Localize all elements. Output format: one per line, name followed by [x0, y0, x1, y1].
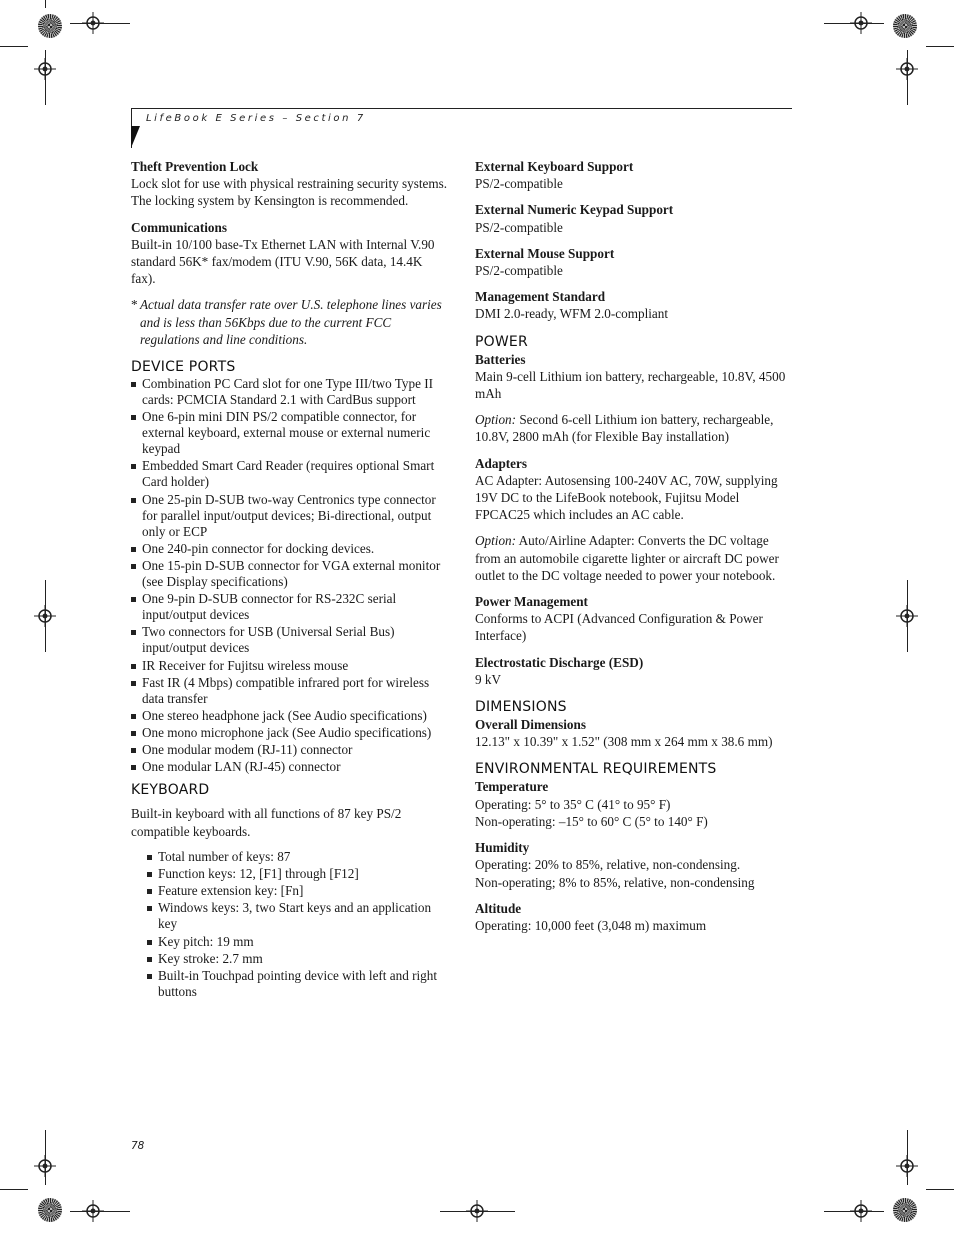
- list-item: One 15-pin D-SUB connector for VGA external monitor (see Display specifications): [131, 558, 449, 590]
- spec-text: Built-in 10/100 base-Tx Ethernet LAN with Internal V.90 standard 56K* fax/modem (ITU V.90, 56K data, 14.4K fax).: [131, 236, 435, 287]
- spec-adapter-option: [475, 532, 793, 584]
- list-item: Key pitch: 19 mm: [147, 934, 449, 950]
- keyboard-list: [147, 849, 449, 1000]
- list-item: Embedded Smart Card Reader (requires optional Smart Card holder): [131, 458, 449, 490]
- spec-humidity: [475, 839, 793, 891]
- spec-text: Main 9-cell Lithium ion battery, rechargeable, 10.8V, 4500 mAh: [475, 368, 786, 402]
- page-number: 78: [131, 1140, 145, 1152]
- spec-overall-dimensions: [475, 716, 793, 750]
- list-item: One 6-pin mini DIN PS/2 compatible connector, for external keyboard, external mouse or external numeric keypad: [131, 409, 449, 457]
- spec-adapters: [475, 455, 793, 524]
- list-item: Feature extension key: [Fn]: [147, 883, 449, 899]
- section-heading-keyboard: KEYBOARD: [131, 782, 210, 799]
- spec-batteries: [475, 351, 793, 403]
- spec-title: Management Standard: [475, 289, 606, 305]
- spec-text: Operating: 20% to 85%, relative, non-condensing.: [475, 857, 741, 873]
- spec-text: Non-operating: –15° to 60° C (5° to 140° F): [475, 813, 708, 829]
- spec-battery-option: [475, 411, 793, 445]
- spec-text: DMI 2.0-ready, WFM 2.0-compliant: [475, 306, 669, 322]
- spec-power-management: [475, 593, 793, 645]
- list-item: Combination PC Card slot for one Type III/two Type II cards: PCMCIA Standard 2.1 with CardBus support: [131, 376, 449, 408]
- list-item: One mono microphone jack (See Audio specifications): [131, 725, 449, 741]
- option-label: Option:: [475, 533, 517, 549]
- spec-esd: [475, 654, 793, 688]
- color-bar-swatch: [893, 14, 917, 38]
- spec-title: External Mouse Support: [475, 245, 615, 261]
- spec-text: Auto/Airline Adapter: Converts the DC voltage from an automobile cigarette lighter or aircraft DC power outlet to the DC voltage needed to power your notebook.: [475, 533, 779, 583]
- list-item: Function keys: 12, [F1] through [F12]: [147, 866, 449, 882]
- spec-text: Lock slot for use with physical restraining security systems. The locking system by Kensington is recommended.: [131, 176, 448, 209]
- right-column: [475, 158, 793, 943]
- spec-title: Batteries: [475, 351, 526, 367]
- spec-text: PS/2-compatible: [475, 219, 563, 235]
- list-item: Windows keys: 3, two Start keys and an application key: [147, 900, 449, 932]
- color-bar-swatch: [38, 1198, 62, 1222]
- list-item: One modular LAN (RJ-45) connector: [131, 759, 449, 775]
- spec-temperature: [475, 778, 793, 830]
- spec-title: External Keyboard Support: [475, 159, 634, 174]
- spec-text: 12.13" x 10.39" x 1.52" (308 mm x 264 mm x 38.6 mm): [475, 734, 773, 750]
- spec-text: Second 6-cell Lithium ion battery, rechargeable, 10.8V, 2800 mAh (for Flexible Bay installation): [475, 412, 774, 445]
- spec-title: Altitude: [475, 900, 522, 916]
- list-item: Key stroke: 2.7 mm: [147, 951, 449, 967]
- spec-title: Overall Dimensions: [475, 717, 586, 733]
- header-rule: [131, 108, 792, 109]
- spec-ext-keypad: [475, 201, 793, 235]
- list-item: One stereo headphone jack (See Audio specifications): [131, 708, 449, 724]
- spec-title: Electrostatic Discharge (ESD): [475, 654, 644, 670]
- list-item: Two connectors for USB (Universal Serial Bus) input/output devices: [131, 624, 449, 656]
- header-tab-marker: [131, 126, 140, 148]
- spec-title: Communications: [131, 219, 227, 235]
- spec-title: Power Management: [475, 594, 588, 610]
- list-item: Built-in Touchpad pointing device with left and right buttons: [147, 968, 449, 1000]
- spec-theft-lock: [131, 158, 449, 210]
- footnote-text: Actual data transfer rate over U.S. telephone lines varies and is less than 56Kbps due to the current FCC regulations and line conditions.: [140, 297, 442, 347]
- color-bar-swatch: [893, 1198, 917, 1222]
- left-column: [131, 158, 449, 1004]
- spec-text: PS/2-compatible: [475, 176, 563, 192]
- spec-text: Non-operating; 8% to 85%, relative, non-condensing: [475, 874, 755, 890]
- section-heading-power: POWER: [475, 333, 528, 350]
- keyboard-intro: Built-in keyboard with all functions of 87 key PS/2 compatible keyboards.: [131, 806, 402, 839]
- footnote: [131, 296, 449, 348]
- spec-title: Temperature: [475, 779, 549, 795]
- device-ports-list: [131, 376, 449, 775]
- spec-altitude: [475, 900, 793, 934]
- section-heading-dimensions: DIMENSIONS: [475, 699, 567, 716]
- spec-text: Operating: 10,000 feet (3,048 m) maximum: [475, 917, 707, 933]
- spec-ext-keyboard: [475, 158, 793, 192]
- list-item: One 9-pin D-SUB connector for RS-232C serial input/output devices: [131, 591, 449, 623]
- section-heading-device-ports: DEVICE PORTS: [131, 359, 236, 376]
- spec-text: Operating: 5° to 35° C (41° to 95° F): [475, 796, 671, 812]
- section-heading-environment: ENVIRONMENTAL REQUIREMENTS: [475, 761, 717, 778]
- list-item: Fast IR (4 Mbps) compatible infrared port for wireless data transfer: [131, 675, 449, 707]
- spec-text: AC Adapter: Autosensing 100-240V AC, 70W, supplying 19V DC to the LifeBook notebook, Fujitsu Model FPCAC25 which includes an AC cable.: [475, 472, 778, 523]
- spec-text: PS/2-compatible: [475, 263, 563, 279]
- list-item: One modular modem (RJ-11) connector: [131, 742, 449, 758]
- spec-title: Humidity: [475, 840, 530, 856]
- list-item: IR Receiver for Fujitsu wireless mouse: [131, 658, 449, 674]
- spec-title: External Numeric Keypad Support: [475, 202, 674, 218]
- running-header: LifeBook E Series – Section 7: [146, 113, 366, 124]
- footnote-marker: *: [131, 297, 138, 313]
- spec-title: Theft Prevention Lock: [131, 159, 259, 174]
- spec-ext-mouse: [475, 245, 793, 279]
- list-item: Total number of keys: 87: [147, 849, 449, 865]
- option-label: Option:: [475, 412, 517, 428]
- spec-text: Conforms to ACPI (Advanced Configuration & Power Interface): [475, 611, 763, 644]
- list-item: One 25-pin D-SUB two-way Centronics type connector for parallel input/output devices; Bi-directional, output only or ECP: [131, 492, 449, 540]
- spec-text: 9 kV: [475, 671, 502, 687]
- color-bar-swatch: [38, 14, 62, 38]
- spec-management: [475, 288, 793, 322]
- spec-communications: [131, 219, 449, 288]
- spec-title: Adapters: [475, 455, 528, 471]
- list-item: One 240-pin connector for docking devices.: [131, 541, 449, 557]
